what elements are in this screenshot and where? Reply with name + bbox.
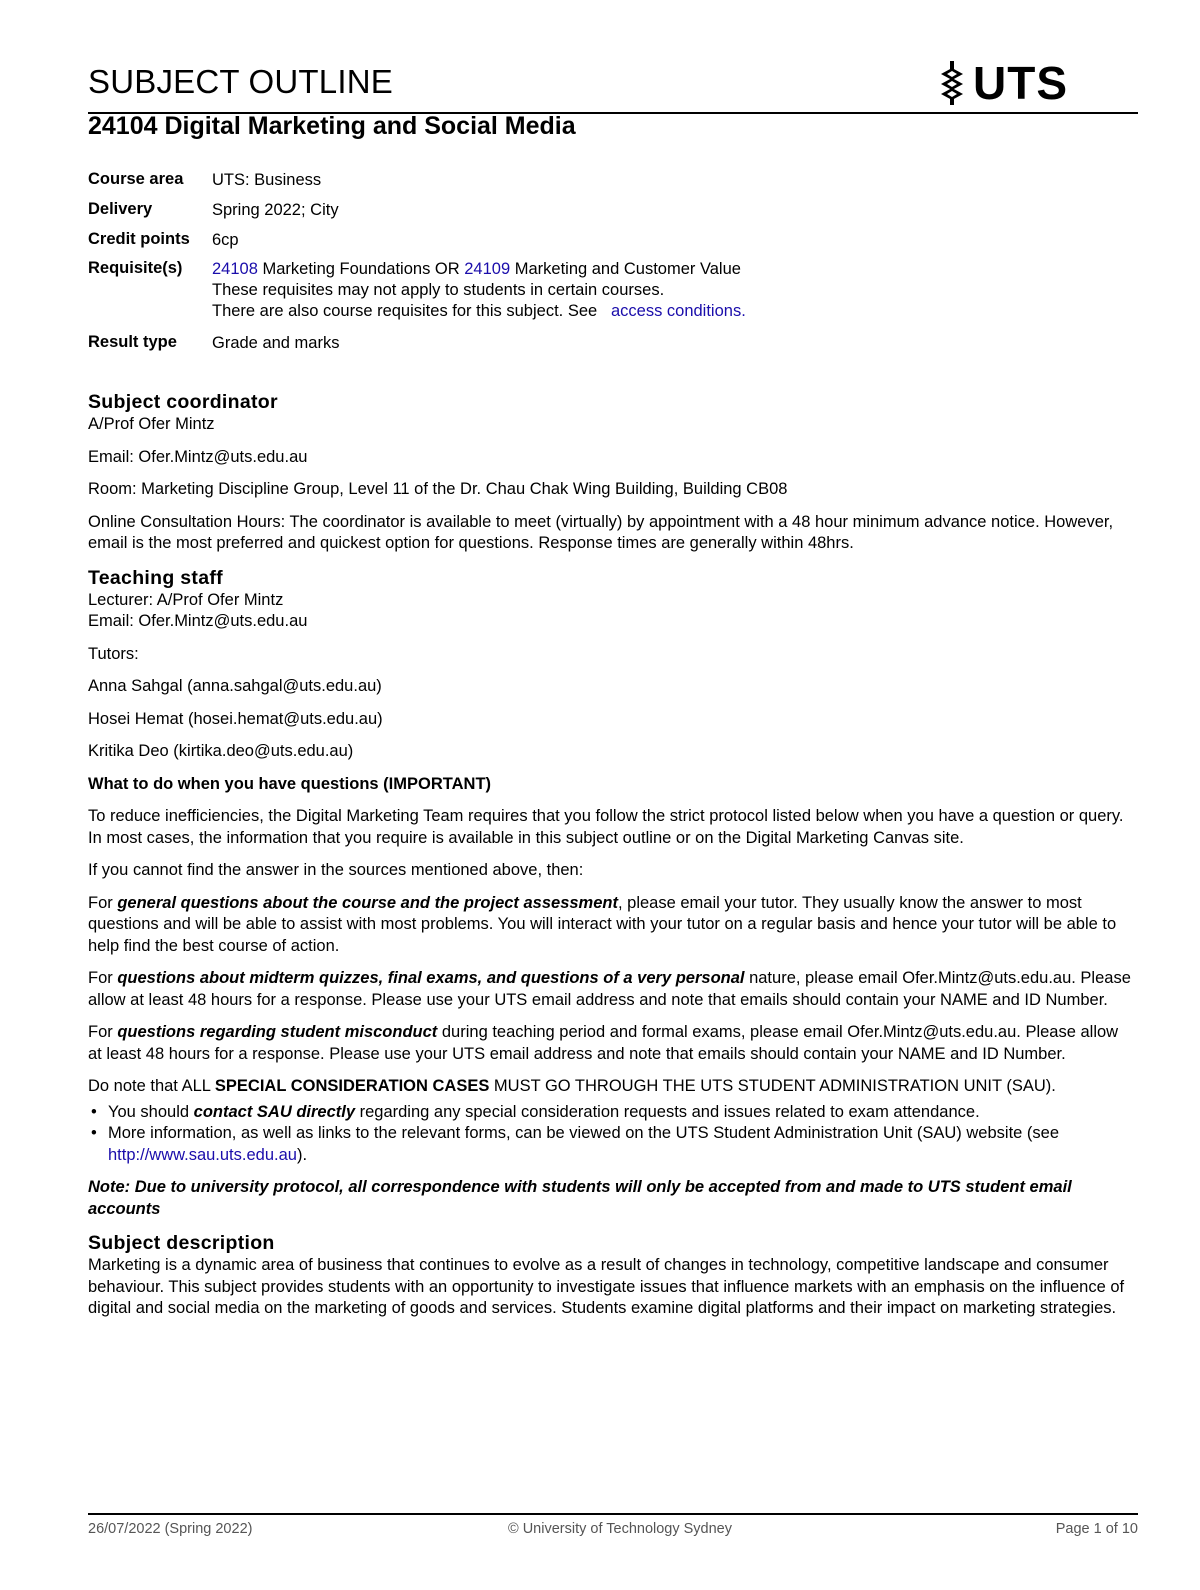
requisite-link-24109[interactable]: 24109	[464, 260, 511, 278]
sau-bullet-list	[88, 1102, 1133, 1167]
midterm-questions-paragraph	[88, 968, 1133, 1011]
bullet-icon: •	[91, 1124, 97, 1142]
header	[88, 58, 1138, 114]
meta-value: UTS: Business	[212, 171, 322, 189]
cannot-find-paragraph: If you cannot find the answer in the sources mentioned above, then:	[88, 861, 584, 879]
doc-title: SUBJECT OUTLINE	[88, 63, 393, 100]
text: Do note that ALL	[88, 1077, 215, 1095]
coordinator-room: Room: Marketing Discipline Group, Level 11 of the Dr. Chau Chak Wing Building, Building CB08	[88, 480, 788, 498]
emphasis: SPECIAL CONSIDERATION CASES	[214, 1077, 490, 1095]
protocol-paragraph: To reduce inefficiencies, the Digital Marketing Team requires that you follow the strict protocol listed below when you have a question or query. In most cases, the information that you require is available in this subject outline or on the Digital Marketing Canvas site.	[88, 807, 1124, 847]
text: , please email your tutor. They usually know the answer to most questions and will be able to assist with most problems. You will interact with your tutor on a regular basis and hence your tutor will be able to help find the best course of action.	[88, 893, 1117, 955]
requisite-period: .	[741, 302, 746, 320]
meta-label: Requisite(s)	[88, 259, 183, 277]
text: For	[88, 1023, 118, 1041]
sau-website-link[interactable]: http://www.sau.uts.edu.au	[108, 1145, 297, 1164]
lecturer: Lecturer: A/Prof Ofer Mintz	[88, 590, 284, 609]
coordinator-heading: Subject coordinator	[88, 391, 278, 413]
footer-page-number: Page 1 of 10	[1055, 1521, 1138, 1537]
subject-meta	[88, 170, 746, 363]
emphasis: general questions about the course and the project assessment	[117, 893, 618, 912]
teaching-heading: Teaching staff	[88, 566, 223, 589]
text: nature, please email Ofer.Mintz@uts.edu.au. Please allow at least 48 hours for a response. Please use your UTS email address and note that emails should contain your NAME and ID Number.	[88, 969, 1131, 1009]
text: You should	[108, 1102, 194, 1121]
text: regarding any special consideration requests and issues related to exam attendance.	[355, 1102, 980, 1121]
footer-copyright: © University of Technology Sydney	[508, 1521, 732, 1537]
uts-logo	[937, 57, 1068, 109]
meta-row-course-area	[88, 170, 746, 200]
requisite-note: There are also course requisites for this subject. See	[212, 302, 598, 320]
questions-heading: What to do when you have questions (IMPORTANT)	[88, 774, 492, 793]
misconduct-paragraph	[88, 1022, 1133, 1065]
protocol-note: Note: Due to university protocol, all correspondence with students will only be accepted from and made to UTS student email accounts	[88, 1178, 1072, 1218]
meta-value	[212, 259, 746, 322]
emphasis: questions about midterm quizzes, final exams, and questions of a very personal	[117, 969, 745, 987]
meta-label: Delivery	[88, 200, 153, 218]
coordinator-hours: Online Consultation Hours: The coordinator is available to meet (virtually) by appointment with a 48 hour minimum advance notice. However, email is the most preferred and quickest option for questions. Response times are generally within 48hrs.	[88, 512, 1114, 552]
emphasis: contact SAU directly	[193, 1102, 356, 1121]
emphasis: questions regarding student misconduct	[117, 1023, 438, 1041]
tutor-item: Anna Sahgal (anna.sahgal@uts.edu.au)	[88, 677, 382, 695]
meta-value: Spring 2022; City	[212, 201, 339, 219]
list-item	[91, 1123, 1133, 1166]
meta-label: Credit points	[88, 230, 190, 248]
meta-value: Grade and marks	[212, 334, 340, 352]
requisite-link-24108[interactable]: 24108	[212, 260, 258, 278]
text: MUST GO THROUGH THE UTS STUDENT ADMINISTRATION UNIT (SAU).	[489, 1077, 1056, 1095]
text: ).	[296, 1145, 308, 1164]
text: For	[88, 969, 118, 987]
text: More information, as well as links to the relevant forms, can be viewed on the UTS Student Administration Unit (SAU) website (see	[108, 1124, 1060, 1142]
uts-wordmark: UTS	[973, 57, 1068, 109]
description-heading: Subject description	[88, 1232, 275, 1254]
meta-row-result-type	[88, 333, 746, 363]
bullet-icon: •	[91, 1102, 97, 1121]
uts-crest-icon	[937, 61, 967, 105]
meta-row-credit	[88, 230, 746, 259]
lecturer-email: Email: Ofer.Mintz@uts.edu.au	[88, 612, 308, 630]
footer-date: 26/07/2022 (Spring 2022)	[88, 1521, 253, 1537]
text: For	[88, 893, 118, 912]
coordinator-email: Email: Ofer.Mintz@uts.edu.au	[88, 447, 308, 466]
requisite-text: Marketing Foundations OR	[257, 260, 465, 278]
meta-label: Course area	[88, 170, 184, 188]
meta-row-requisites	[88, 259, 746, 333]
tutor-item: Kritika Deo (kirtika.deo@uts.edu.au)	[88, 742, 354, 760]
tutors-label: Tutors:	[88, 644, 139, 663]
document-body	[88, 390, 1133, 1331]
list-item	[91, 1102, 1133, 1124]
meta-row-delivery	[88, 200, 746, 230]
tutor-item: Hosei Hemat (hosei.hemat@uts.edu.au)	[88, 709, 383, 728]
meta-label: Result type	[88, 333, 177, 351]
requisite-text: Marketing and Customer Value	[510, 260, 741, 278]
requisite-note: These requisites may not apply to students in certain courses.	[212, 281, 665, 299]
text: during teaching period and formal exams, please email Ofer.Mintz@uts.edu.au. Please allow at least 48 hours for a response. Please use your UTS email address and note that emails should contain your NAME and ID Number.	[88, 1023, 1119, 1063]
access-conditions-link[interactable]: access conditions	[610, 302, 742, 320]
footer	[88, 1513, 1138, 1537]
general-questions-paragraph	[88, 893, 1133, 958]
special-consideration-paragraph	[88, 1076, 1133, 1098]
coordinator-name: A/Prof Ofer Mintz	[88, 415, 215, 433]
meta-value: 6cp	[212, 231, 239, 249]
subject-title: 24104 Digital Marketing and Social Media	[88, 112, 576, 140]
description-text: Marketing is a dynamic area of business that continues to evolve as a result of changes in technology, competitive landscape and consumer behaviour. This subject provides students with an opportunity to investigate issues that influence markets with an emphasis on the influence of digital and social media on the marketing of goods and services. Students examine digital platforms and their impact on marketing strategies.	[88, 1256, 1125, 1317]
